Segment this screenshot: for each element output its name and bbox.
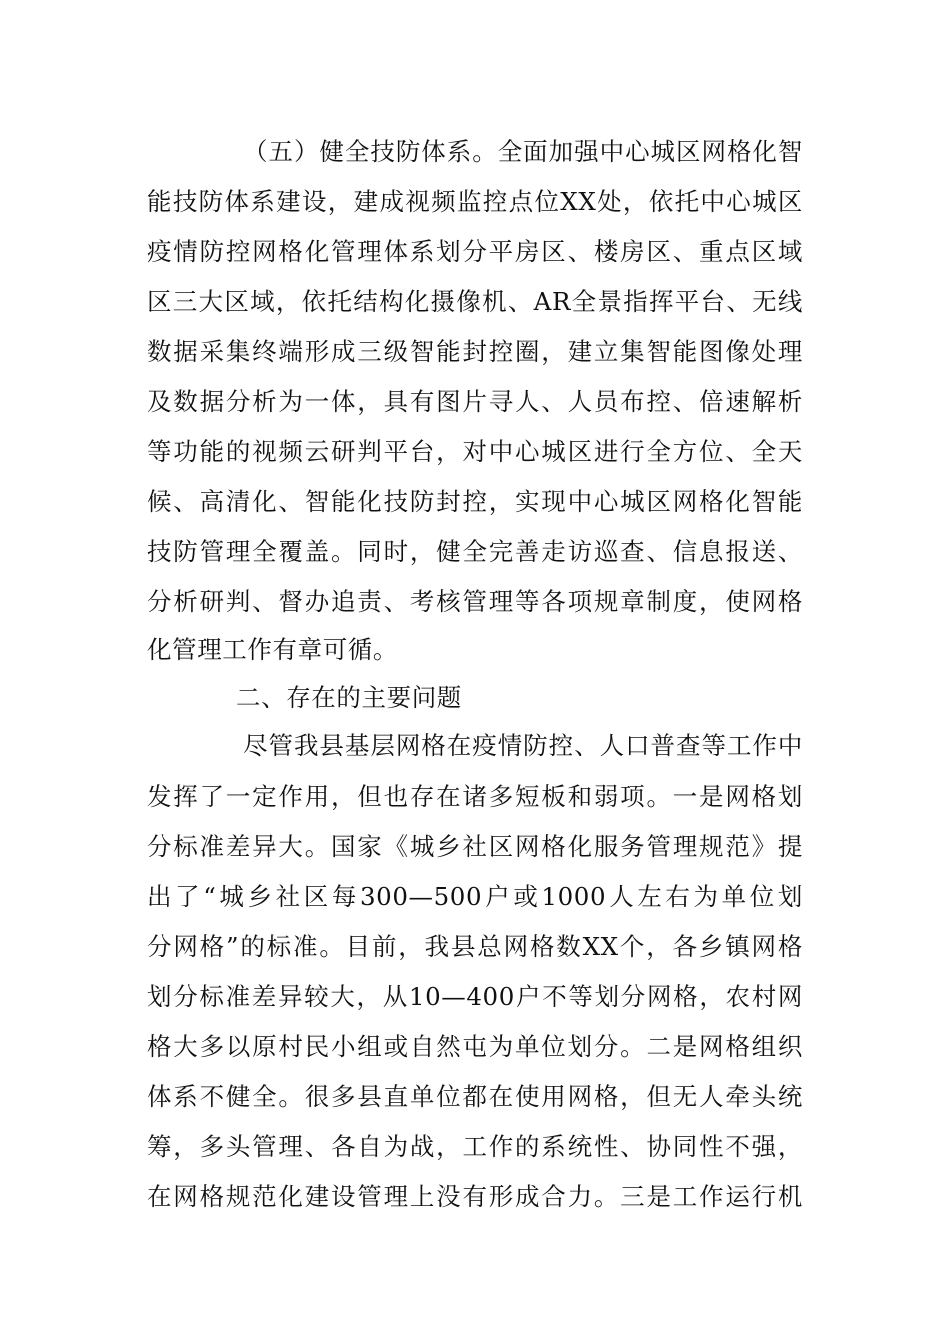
problems-line-1: 尽管我县基层网格在疫情防控、人口普查等工作中: [243, 731, 803, 760]
section5-line-1: （五）健全技防体系。全面加强中心城区网格化智: [243, 137, 803, 166]
section5-line-10: 分析研判、督办追责、考核管理等各项规章制度，使网格: [147, 587, 803, 616]
problems-line-8: 体系不健全。很多县直单位都在使用网格，但无人牵头统: [147, 1082, 803, 1111]
problems-line-10: 在网格规范化建设管理上没有形成合力。三是工作运行机: [147, 1182, 803, 1211]
section5-line-6: 及数据分析为一体，具有图片寻人、人员布控、倍速解析: [147, 387, 803, 416]
problems-line-3: 分标准差异大。国家《城乡社区网格化服务管理规范》提: [147, 832, 803, 861]
problems-line-7: 格大多以原村民小组或自然屯为单位划分。二是网格组织: [147, 1032, 803, 1061]
section5-line-11: 化管理工作有章可循。: [147, 635, 398, 664]
problems-line-6: 划分标准差异较大，从10—400户不等划分网格，农村网: [147, 982, 803, 1011]
problems-line-9: 筹，多头管理、各自为战，工作的系统性、协同性不强，: [147, 1132, 803, 1161]
section5-line-8: 候、高清化、智能化技防封控，实现中心城区网格化智能: [147, 487, 803, 516]
problems-line-2: 发挥了一定作用，但也存在诸多短板和弱项。一是网格划: [147, 782, 803, 811]
problems-line-4: 出了“城乡社区每300—500户或1000人左右为单位划: [147, 882, 803, 911]
section5-line-4: 区三大区域，依托结构化摄像机、AR全景指挥平台、无线: [147, 287, 803, 316]
section5-line-5: 数据采集终端形成三级智能封控圈，建立集智能图像处理: [147, 337, 803, 366]
problems-line-5: 分网格”的标准。目前，我县总网格数XX个，各乡镇网格: [147, 932, 803, 961]
section5-line-3: 疫情防控网格化管理体系划分平房区、楼房区、重点区域: [147, 237, 803, 266]
section5-line-9: 技防管理全覆盖。同时，健全完善走访巡查、信息报送、: [147, 537, 803, 566]
section-heading-problems: 二、存在的主要问题: [236, 683, 462, 712]
section5-line-7: 等功能的视频云研判平台，对中心城区进行全方位、全天: [147, 437, 803, 466]
section5-line-2: 能技防体系建设，建成视频监控点位XX处，依托中心城区: [147, 187, 803, 216]
